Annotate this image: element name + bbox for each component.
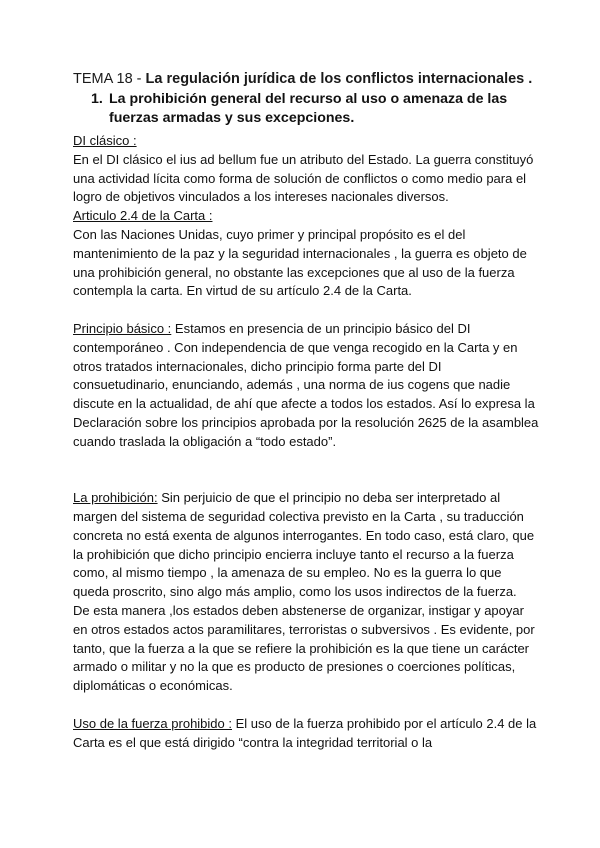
body-la-prohibicion-cont: De esta manera ,los estados deben abstenerse de organizar, instigar y apoyar en otros estados actos paramilitares, terroristas o subversivos . Es evidente, por tanto, que la fuerza a la que se refiere la prohibición es la que tiene un carácter armado o militar y no la que es producto de presiones o coerciones políticas, diplomáticas o económicas. xyxy=(73,602,535,694)
spacer xyxy=(73,301,540,320)
body-principio-basico: Estamos en presencia de un principio básico del DI contemporáneo . Con independencia de que venga recogido en la Carta y en otros tratados internacionales, dicho principio forma parte del DI consuetudinario, enunciando, además , una norma de ius cogens que nadie discute en la actualidad, de ahí que afecte a todos los estados. Así lo expresa la Declaración sobre los principios aprobada por la resolución 2625 de la asamblea cuando traslada la obligación a “todo estado”. xyxy=(73,320,539,449)
title-prefix: TEMA 18 - xyxy=(73,71,146,87)
heading-uso-fuerza: Uso de la fuerza prohibido : xyxy=(73,715,232,731)
spacer xyxy=(73,452,540,490)
body-la-prohibicion: Sin perjuicio de que el principio no deba ser interpretado al margen del sistema de seguridad colectiva previsto en la Carta , su traducción concreta no está exenta de algunos interrogantes. En todo caso, está claro, que la prohibición que dicho principio encierra incluye tanto el recurso a la fuerza como, al mismo tiempo , la amenaza de su empleo. No es la guerra lo que queda proscrito, sino algo más amplio, como los usos indirectos de la fuerza. xyxy=(73,490,535,600)
heading-principio-basico: Principio básico : xyxy=(73,320,172,336)
subtitle-text: La prohibición general del recurso al uso o amenaza de las fuerzas armadas y sus excepciones. xyxy=(109,91,508,126)
subtitle-number: 1. xyxy=(91,91,103,107)
heading-articulo-2-4: Articulo 2.4 de la Carta : xyxy=(73,208,213,224)
paragraph-articulo-2-4 xyxy=(73,207,540,301)
heading-la-prohibicion: La prohibición: xyxy=(73,490,158,506)
paragraph-uso-fuerza xyxy=(73,715,540,753)
section-subtitle xyxy=(91,90,540,128)
body-di-clasico: En el DI clásico el ius ad bellum fue un atributo del Estado. La guerra constituyó una actividad lícita como forma de solución de conflictos o como medio para el logro de objetivos vinculados a los intereses nacionales diversos. xyxy=(73,151,534,205)
document-title xyxy=(73,70,540,89)
paragraph-di-clasico xyxy=(73,132,540,207)
paragraph-la-prohibicion-cont xyxy=(73,602,540,696)
heading-di-clasico: DI clásico : xyxy=(73,133,137,148)
title-main: La regulación jurídica de los conflictos internacionales . xyxy=(145,71,533,87)
spacer xyxy=(73,696,540,715)
paragraph-principio-basico xyxy=(73,320,540,452)
body-articulo-2-4: Con las Naciones Unidas, cuyo primer y principal propósito es el del mantenimiento de la paz y la seguridad internacionales , la guerra es objeto de una prohibición general, no obstante las excepciones que al uso de la fuerza contempla la carta. En virtud de su artículo 2.4 de la Carta. xyxy=(73,226,527,299)
paragraph-la-prohibicion xyxy=(73,489,540,602)
body-uso-fuerza: El uso de la fuerza prohibido por el artículo 2.4 de la Carta es el que está dirigido “contra la integridad territorial o la xyxy=(73,715,537,750)
